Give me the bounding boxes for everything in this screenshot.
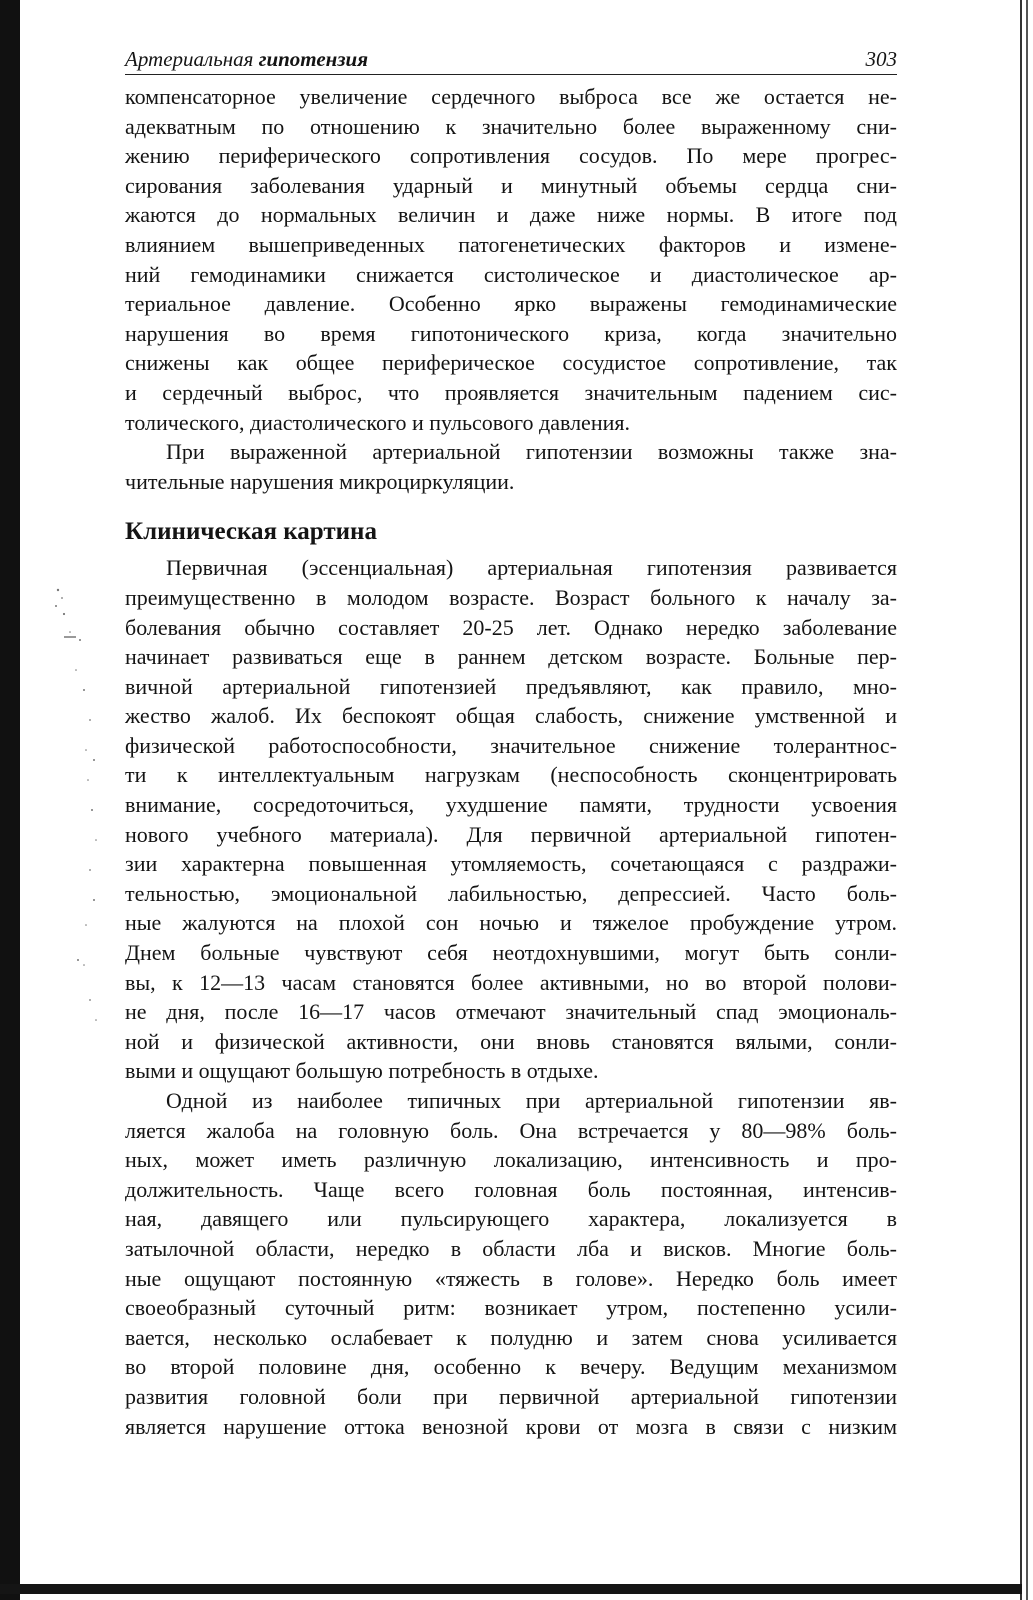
section-heading: Клиническая картина bbox=[125, 518, 377, 546]
text-line: жаются до нормальных величин и даже ниже нормы. В итоге под bbox=[125, 202, 897, 228]
text-line: сирования заболевания ударный и минутный объемы сердца сни- bbox=[125, 172, 897, 198]
text-line: жению периферического сопротивления сосудов. По мере прогрес- bbox=[125, 143, 897, 169]
text-line: затылочной области, нередко в области лба и висков. Многие боль- bbox=[125, 1235, 897, 1261]
text-line: ная, давящего или пульсирующего характера, локализуется в bbox=[125, 1206, 897, 1232]
text-line: жество жалоб. Их беспокоят общая слабость, снижение умственной и bbox=[125, 703, 897, 729]
scan-speckle-noise bbox=[50, 580, 110, 1040]
text-line: Днем больные чувствуют себя неотдохнувшими, могут быть сонли- bbox=[125, 940, 897, 966]
text-line: вается, несколько ослабевает к полудню и затем снова усиливается bbox=[125, 1324, 897, 1350]
running-header-title-plain: Артериальная bbox=[125, 47, 254, 71]
running-header-title-bold: гипотензия bbox=[258, 47, 369, 71]
text-line: физической работоспособности, значительное снижение толерантнос- bbox=[125, 732, 897, 758]
text-line: снижены как общее периферическое сосудистое сопротивление, так bbox=[125, 350, 897, 376]
scan-left-border bbox=[0, 0, 20, 1600]
text-line: ний гемодинамики снижается систолическое и диастолическое ар- bbox=[125, 261, 897, 287]
body-text bbox=[125, 82, 897, 1441]
text-line: должительность. Чаще всего головная боль постоянная, интенсив- bbox=[125, 1176, 897, 1202]
text-line: адекватным по отношению к значительно более выраженному сни- bbox=[125, 113, 897, 139]
text-line: ных, может иметь различную локализацию, интенсивность и про- bbox=[125, 1147, 897, 1173]
text-line: вы, к 12—13 часам становятся более активными, но во второй полови- bbox=[125, 969, 897, 995]
text-line: развития головной боли при первичной артериальной гипотензии bbox=[125, 1383, 897, 1409]
running-header-title bbox=[125, 44, 368, 74]
text-line: ляется жалоба на головную боль. Она встречается у 80—98% боль- bbox=[125, 1117, 897, 1143]
text-line: во второй половине дня, особенно к вечеру. Ведущим механизмом bbox=[125, 1354, 897, 1380]
book-page bbox=[125, 44, 897, 1441]
scan-right-border bbox=[1020, 0, 1022, 1600]
text-line: чительные нарушения микроциркуляции. bbox=[125, 468, 515, 494]
page-number: 303 bbox=[865, 47, 897, 71]
paragraph-4 bbox=[125, 1086, 897, 1441]
text-line: не дня, после 16—17 часов отмечают значительный спад эмоциональ- bbox=[125, 999, 897, 1025]
running-header bbox=[125, 44, 897, 75]
text-line: ти к интеллектуальным нагрузкам (неспособность сконцентрировать bbox=[125, 762, 897, 788]
text-line: зии характерна повышенная утомляемость, сочетающаяся с раздражи- bbox=[125, 851, 897, 877]
scan-right-border-outer bbox=[1026, 0, 1028, 1600]
text-line: внимание, сосредоточиться, ухудшение памяти, трудности усвоения bbox=[125, 792, 897, 818]
text-line: тельностью, эмоциональной лабильностью, депрессией. Часто боль- bbox=[125, 880, 897, 906]
text-line: Одной из наиболее типичных при артериальной гипотензии яв- bbox=[166, 1088, 897, 1113]
text-line: При выраженной артериальной гипотензии возможны также зна- bbox=[166, 439, 897, 465]
text-line: болевания обычно составляет 20-25 лет. Однако нередко заболевание bbox=[125, 614, 897, 640]
text-line: вичной артериальной гипотензией предъявляют, как правило, мно- bbox=[125, 673, 897, 699]
text-line: териальное давление. Особенно ярко выражены гемодинамические bbox=[125, 291, 897, 317]
paragraph-2 bbox=[125, 437, 897, 496]
text-line: преимущественно в молодом возрасте. Возраст больного к началу за- bbox=[125, 584, 897, 610]
text-line: Первичная (эссенциальная) артериальная гипотензия развивается bbox=[166, 555, 897, 581]
paragraph-1 bbox=[125, 82, 897, 437]
text-line: выми и ощущают большую потребность в отдыхе. bbox=[125, 1058, 599, 1084]
text-line: компенсаторное увеличение сердечного выброса все же остается не- bbox=[125, 84, 897, 109]
text-line: ные жалуются на плохой сон ночью и тяжелое пробуждение утром. bbox=[125, 910, 897, 936]
text-line: является нарушение оттока венозной крови от мозга в связи с низким bbox=[125, 1413, 897, 1439]
text-line: ной и физической активности, они вновь становятся вялыми, сонли- bbox=[125, 1028, 897, 1054]
scan-bottom-border bbox=[0, 1584, 1022, 1594]
text-line: ные ощущают постоянную «тяжесть в голове». Нередко боль имеет bbox=[125, 1265, 897, 1291]
text-line: и сердечный выброс, что проявляется значительным падением сис- bbox=[125, 379, 897, 405]
text-line: нарушения во время гипотонического криза, когда значительно bbox=[125, 320, 897, 346]
paragraph-3 bbox=[125, 553, 897, 1086]
text-line: своеобразный суточный ритм: возникает утром, постепенно усили- bbox=[125, 1295, 897, 1321]
text-line: влиянием вышеприведенных патогенетических факторов и измене- bbox=[125, 231, 897, 257]
text-line: начинает развиваться еще в раннем детском возрасте. Больные пер- bbox=[125, 644, 897, 670]
text-line: толического, диастолического и пульсового давления. bbox=[125, 409, 630, 435]
text-line: нового учебного материала). Для первичной артериальной гипотен- bbox=[125, 821, 897, 847]
